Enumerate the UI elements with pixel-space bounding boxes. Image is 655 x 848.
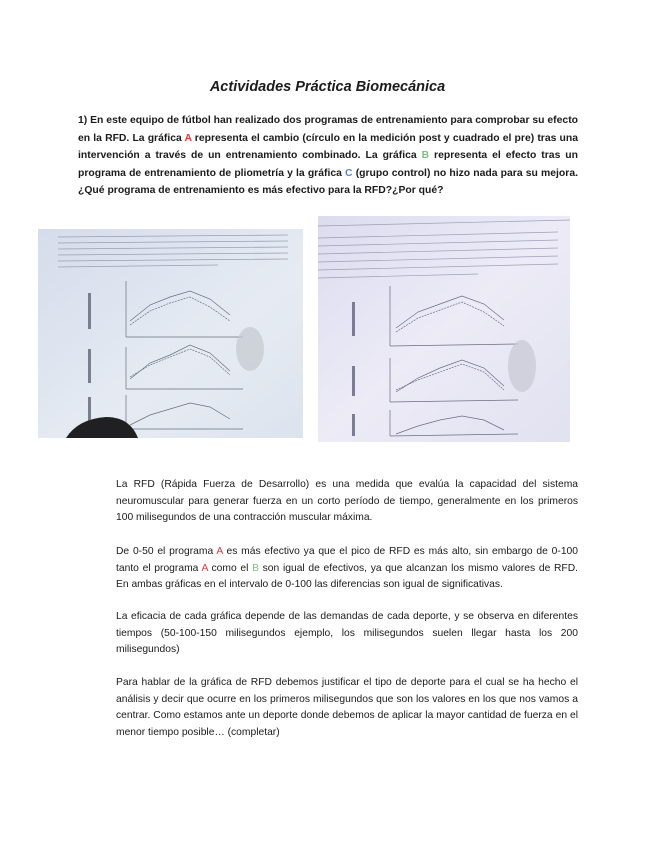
page-title: Actividades Práctica Biomecánica	[209, 79, 446, 95]
question-text: 1) En este equipo de fútbol han realizado dos programas de entrenamiento para comprobar su efecto en la RFD. La gráfica A representa el cambio (círculo en la medición post y cuadrado el pre) tras una intervención a través de un entrenamiento combinado. La gráfica B representa el efecto tras un programa de entrenamiento de pliometría y la gráfica C (grupo control) no hizo nada para su mejora. ¿Qué programa de entrenamiento es más efectivo para la RFD?¿Por qué?	[78, 115, 579, 197]
answer-paragraph-3: La eficacia de cada gráfica depende de las demandas de cada deporte, y se observa en diferentes tiempos (50-100-150 milisegundos ejemplo, los milisegundos suelen llegar hasta los 200 milisegundos)	[116, 611, 578, 656]
photo-graphs-left	[38, 229, 303, 438]
photo-graphs-right	[318, 216, 570, 442]
answer-paragraph-1: La RFD (Rápida Fuerza de Desarrollo) es una medida que evalúa la capacidad del sistema neuromuscular para generar fuerza en un corto período de tiempo, generalmente en los primeros 100 milisegundos de una contracción muscular máxima.	[116, 479, 578, 524]
letter-b: B	[421, 150, 430, 162]
question-number: 1	[78, 115, 84, 126]
answer-paragraph-2: De 0-50 el programa A es más efectivo ya que el pico de RFD es más alto, sin embargo de 0-100 tanto el programa A como el B son igual de efectivos, ya que alcanzan los mismo valores de RFD. En ambas gráficas en el intervalo de 0-100 las diferencias son igual de significativas.	[116, 546, 579, 591]
answer-paragraph-4: Para hablar de la gráfica de RFD debemos justificar el tipo de deporte para el cual se ha hecho el análisis y decir que ocurre en los primeros milisegundos que son los valores en los que nos vamos a centrar. Como estamos ante un deporte donde debemos de aplicar la mayor cantidad de fuerza en el menor tiempo posible… (completar)	[116, 677, 578, 738]
letter-c: C	[345, 167, 353, 179]
letter-a: A	[184, 132, 192, 144]
